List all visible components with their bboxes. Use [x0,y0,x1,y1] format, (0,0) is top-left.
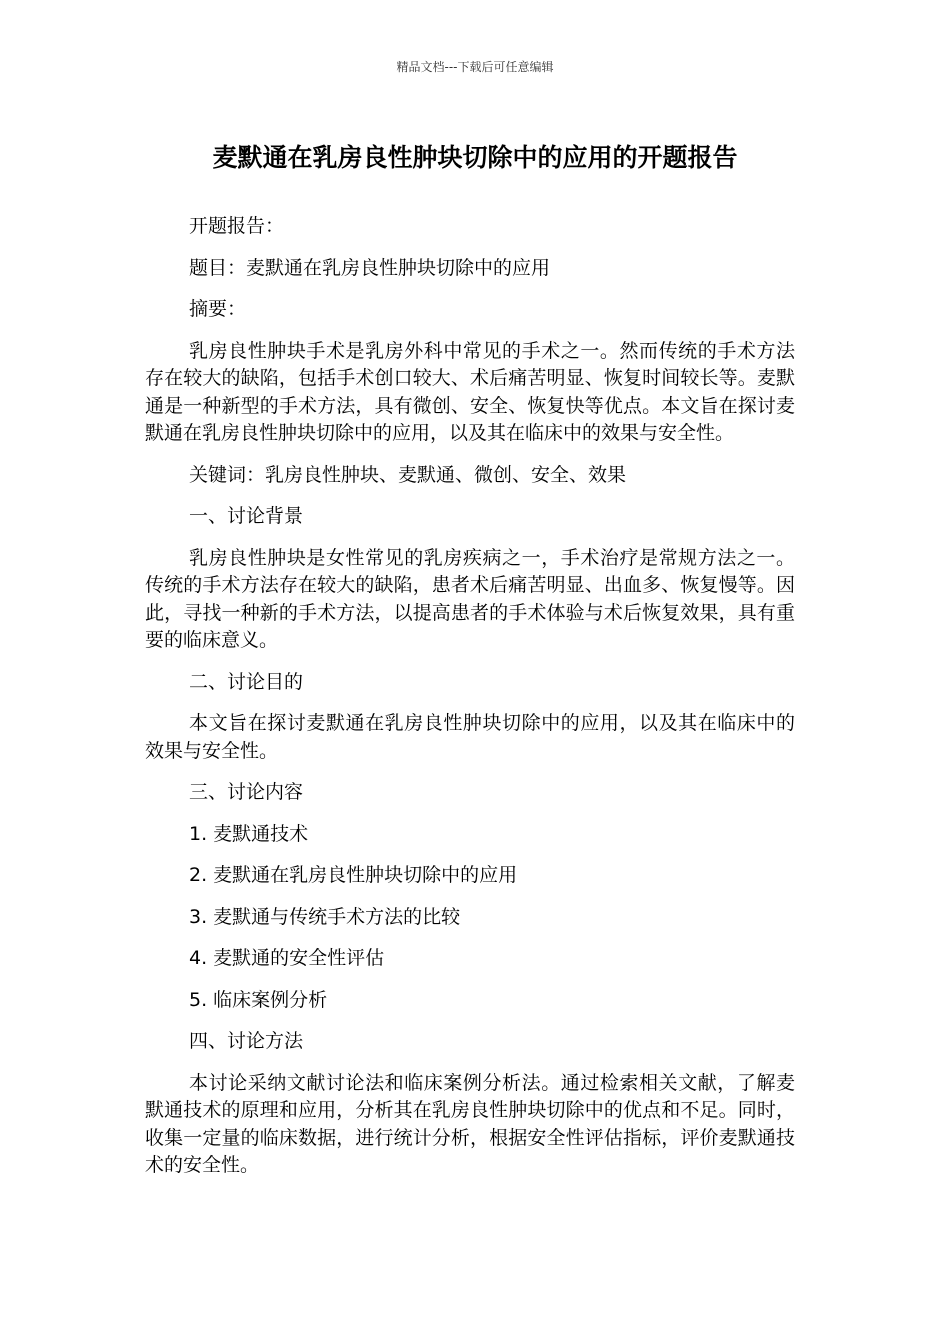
content-list-item: 3. 麦默通与传统手术方法的比较 [189,905,461,928]
content-list-item: 4. 麦默通的安全性评估 [189,947,385,969]
content-list-item: 5. 临床案例分析 [189,988,328,1011]
keywords: 关键词：乳房良性肿块、麦默通、微创、安全、效果 [189,463,627,486]
label-topic: 题目：麦默通在乳房良性肿块切除中的应用 [189,256,551,279]
label-abstract: 摘要： [189,298,247,320]
section-heading-purpose: 二、讨论目的 [189,670,304,693]
content-list-item: 1. 麦默通技术 [189,822,309,845]
purpose-paragraph: 本文旨在探讨麦默通在乳房良性肿块切除中的应用，以及其在临床中的效果与安全性。 [145,712,795,762]
label-proposal: 开题报告： [189,215,285,237]
content-list-item: 2. 麦默通在乳房良性肿块切除中的应用 [189,864,518,886]
section-heading-background: 一、讨论背景 [189,505,304,527]
header-note: 精品文档---下载后可任意编辑 [396,60,554,74]
method-paragraph: 本讨论采纳文献讨论法和临床案例分析法。通过检索相关文献，了解麦默通技术的原理和应用，分析其在乳房良性肿块切除中的优点和不足。同时，收集一定量的临床数据，进行统计分析，根据安全性评估指标，评价麦默通技术的安全性。 [145,1071,795,1176]
background-paragraph: 乳房良性肿块是女性常见的乳房疾病之一，手术治疗是常规方法之一。传统的手术方法存在较大的缺陷，患者术后痛苦明显、出血多、恢复慢等。因此，寻找一种新的手术方法，以提高患者的手术体验与术后恢复效果，具有重要的临床意义。 [145,546,795,651]
document-body [145,213,795,1180]
abstract-paragraph: 乳房良性肿块手术是乳房外科中常见的手术之一。然而传统的手术方法存在较大的缺陷，包括手术创口较大、术后痛苦明显、恢复时间较长等。麦默通是一种新型的手术方法，具有微创、安全、恢复快等优点。本文旨在探讨麦默通在乳房良性肿块切除中的应用，以及其在临床中的效果与安全性。 [145,339,795,444]
section-heading-content: 三、讨论内容 [189,781,304,803]
section-heading-method: 四、讨论方法 [189,1030,304,1052]
document-title: 麦默通在乳房良性肿块切除中的应用的开题报告 [212,143,738,172]
